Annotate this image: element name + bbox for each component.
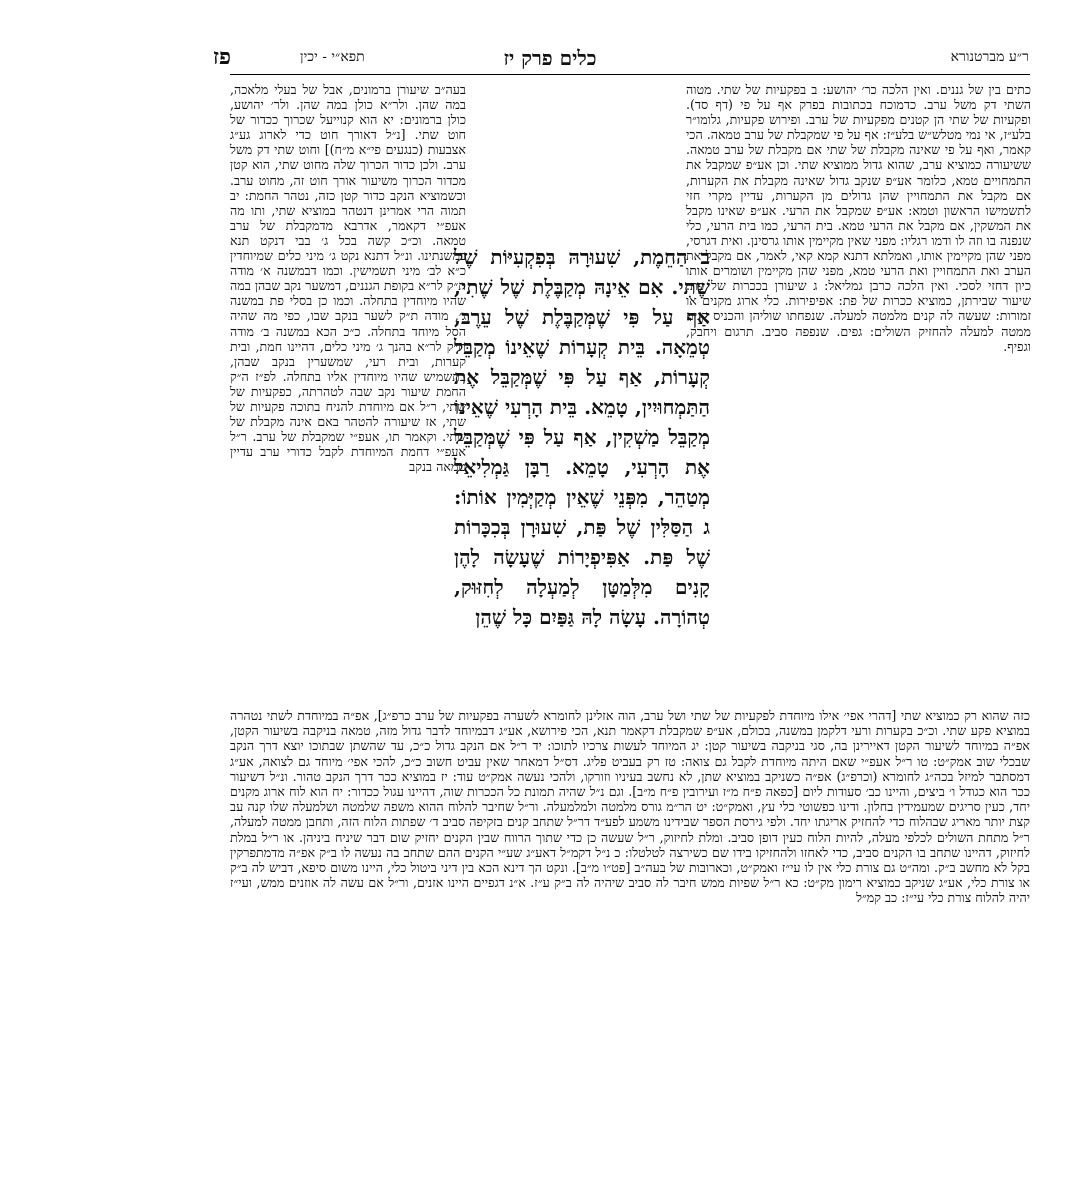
page-header <box>0 44 1089 72</box>
mishnah-text-block <box>442 238 722 636</box>
page-number: פז <box>212 44 231 70</box>
header-right-title: ר״ע מברטנורא <box>950 49 1029 65</box>
mishnah-text: ב הַחֵמֶת, שִׁעוּרָהּ בְּפִקְעִיּוֹת שֶׁל שֶׁתִי. אִם אֵינָהּ מְקַבֶּלֶת שֶׁל שֶׁתִי, אַף עַל פִּי שֶׁמְּקַבֶּלֶת שֶׁל עֵרֶב, טְמֵאָה. בֵּית קְעָרוֹת שֶׁאֵינוֹ מְקַבֵּל קְעָרוֹת, אַף עַל פִּי שֶׁמְּקַבֵּל אֶת הַתַּמְחוּיִין, טָמֵא. בֵּית הָרְעִי שֶׁאֵינוֹ מְקַבֵּל מַשְׁקִין, אַף עַל פִּי שֶׁמְּקַבֵּל אֶת הָרְעִי, טָמֵא. רַבָּן גַּמְלִיאֵל מְטַהֵר, מִפְּנֵי שֶׁאֵין מְקַיְּמִין אוֹתוֹ: ג הַסַּלִּין שֶׁל פַּת, שִׁעוּרָן בְּכִכָּרוֹת שֶׁל פַּת. אַפִּיפְיָרוֹת שֶׁעָשָׂה לָהֶן קָנִים מִלְּמַטָּן לְמַעְלָה לְחִזּוּק, טְהוֹרָה. עָשָׂה לָהּ גַּפַּיִם כָּל שֶׁהֵן <box>454 245 710 629</box>
bartenura-text: כתים בין של גננים. ואין הלכה כר׳ יהושע: ב בפקעיות של שתי. מטוה השתי דק משל ערב. כדמוכח בכתובות בפרק אף על פי (דף סד). ופקעיות של שתי הן קטנים מפקעיות של ערב. ופירוש פקעיות, גלומו״ר בלע״ז, אי נמי מטלש״ש בלע״ז: אף על פי שמקבלת של ערב טמאה. הכי קאמר, ואף על פי שאינה מקבלת של שתי אם מקבלת של ערב טמאה. ששיעורה כמוציא ערב, שהוא גדול ממוציא שתי. וכן אע״פ שמקבל את התמחויים טמא, כלומר אע״פ שנקב גדול שאינה מקבלת את הקערות, אם מקבל את התמחויין שהן גדולים מן הקערות, עדיין מקרי חזי לתשמישו הראשון וטמא: אע״פ שמקבל את הרעי. אע״פ שאינו מקבל את המשקין, אם מקבל את הרעי טמא. בית הרעי, כמו בית הרעי, כלי שנפנה בו וזה לו ודמו רגליו: מפני שאין מקיימין אותו גרסינן. ואית דגרסי, מפני שהן מקיימין אותו, ואמלתא דתנא קמא קאי, לאמר, אם מקבל את הערב ואת התמחויין ואת הרעי טמא, מפני שהן מקיימין ושומרים אותו כיון דחזי לסכי. ואין הלכה כרבן גמליאל: ג שיעורן בככרות של פת. שיעור שבירתן, כמוציא ככרות של פת: אפיפירות. כלי ארוג מקנים או זמורות: שעשה לה קנים מלמטה למעלה. שנפחתו שוליהן והכניס קנים ממטה למעלה להחזיק השולים: גפים. שנפפה סביב. תרגום ויחבק, וגפיף. <box>686 82 1031 354</box>
bottom-commentary-text: כזה שהוא רק כמוציא שתי [דהרי אפי׳ אילו מיוחדת לפקעיות של שתי ושל ערב, הוה אזלינן לחומרא לשערה בפקעיות של ערב כרפ״ג], אפ״ה במיוחדת לשתי נטהרה במוציא פקע שתי. וכ״כ בקערות ורעי דלקמן במשנה, בכולם, אע״פ שמקבלת דקאמר תנא, הכי פירושא, אע״ג דבמיוחד לדבר גדול מזה, טמאה בניקבה בשיעור הקטן, אפ״ה במיוחד לשיעור הקטן דאיירינן בה, סגי בניקבה בשיעור קטן: יג המיוחד לעשות צרכיו לתוכו: יד ר״ל אם הנקב גדול כ״כ, עד שהשתן שבתוכו יוצא דרך הנקב שבכלי שוב אמק״ט: טו ר״ל אעפ״י שאם היתה מיוחדת לקבל גם צואה: טז רק בעביט פליג. דס״ל דמאחר שאין עביט חשוב כ״כ, להכי אפי׳ מיוחד גם לצואה, אע״ג דמסתבר למיזל בכה״ג לחומרא (וכרפ״ג) אפ״ה כשניקב במוציא שתן, לא נחשב בעיניו וזורקו, ולהכי נעשה אמק״ט עוד: יז במוציא ככר דרך הנקב טהור. ונ״ל דשיעור ככר הוא כגודל ו׳ ביצים, והיינו כב׳ סעודות ליום [כפאה פ״ח מ״ז ועירובין פ״ח מ״ב]. וגם נ״ל שהיה תמונת כל הככרות שוה, דהיינו עגול ככדור: יח הוא לוח ארוג מקנים יחד, כעין סריגים שמעמידין בחלון. ודינו כפשוטי כלי עץ, ואמק״ט: יט הר״מ גורס מלמטה ולמלמעלה. ור״ל שחיבר להלוח ההוא משפה שלמטה ושלמעלה שלו קנה עב קצת יותר מאריג שבהלוח כדי להחזיק אריגתו יחד. ולפי גירסת הספר שבידינו משמע לפע״ד דר״ל שתחב קנים בזקיפה סביב ד׳ שפתות הלוח הזה, ותחבן ממטה למעלה, ר״ל מתחת השולים לכלפי מעלה, להיות הלוח כעין דופן סביב. ומלת לחיזוק, ר״ל שעשה כן כדי שתוך הרווח שבין הקנים יחזיק שום דבר שיניח ביניהן. או ר״ל במלת לחיזוק, דהיינו שתחב בו הקנים סביב, כדי לאחזו ולהחזיקו בידו שם כשירצה לטלטלו: כ נ״ל דקמ״ל דאע״ג שע״י הקנים ההם שתחב בה נעשה לו ב״ק אפ״ה מדמתפרקין בקל לא מחשב ב״ק. ומה״ט גם צורת כלי אין לו עי״ז ואמק״ט, וכארובות של בעה״ב [פט״ו מ״ב]. ונקט הך דינא הכא בין דיני ביטול כלי, היינו משום סיפא, דביש לה ב״ק או צורת כלי, אע״ג שניקב כמוציא רימון מק״ט: כא ר״ל שפיות ממש חיבר לה סביב שיהיה לה ב״ק ע״ז. א״נ דגפיים היינו אזנים, ור״ל אם עשה לה אוזנים ממש, ועי״ז יהיה להלוח צורת כלי עי״ז: כב קמ״ל <box>230 708 1030 906</box>
bottom-commentary <box>230 708 1030 1188</box>
tiferet-text: בעה״ב שיעורן ברמונים, אבל של בעלי מלאכה, במה שהן. ולר״א כולן במה שהן. ולר׳ יהושע, כולן ברמונים: יא הוא קנוייעל שכרוך ככדור של חוט שתי. [נ״ל דאורך חוט כדי לארוג גע״ג אצבעות (כנגעים פי״א מ״ח)] וחוט שתי דק משל ערב. ולכן כדור הכרוך שלה מחוט שתי, הוא קטן מכדור הכרוך משיעור אורך חוט זה, מחוט ערב. וכשמוציא הנקב כדור קטן כזה, נטהר החמת: יב תמוה הרי אמרינן דנטהר במוציא שתי, ותו מה אעפ״י דקאמר, אדרבא מדמקבלת של ערב טמאה. וכ״כ קשה בכל ג׳ בבי דנקט תנא במשנתינו. ונ״ל דתנא נקט ג׳ מיני כלים שמיוחדין כ״א לב׳ מיני תשמישין. וכמו דבמשנה א׳ מודה ת״ק לר״א בקופת הגננים, דמשער נקב שבהן במה שהיו מיוחדין בתחלה. וכמו כן בסלי פת במשנה ג׳, מודה ת״ק לשער בנקב שבו, כפי מה שהיה הסל מיוחד בתחלה. כ״כ הכא במשנה ב׳ מודה ת״ק לר״א בהנך ג׳ מיני כלים, דהיינו חמת, ובית קערות, ובית רעי, שמשערין בנקב שבהן, בתשמיש שהיו מיוחדין אליו בתחלה. לפ״ז ה״ק החמת שיעור נקב שבה לטהרתה, כפקעיות של שתי, ר״ל אם מיוחדת להניח בתוכה פקעיות של שתי, אז שיעורה להטהר באם אינה מקבלת של שתי. וקאמר תו, אעפ״י שמקבלת של ערב. ר״ל אעפ״י דחמת המיוחדת לקבל כדורי ערב עדיין טמאה בנקב <box>230 82 466 475</box>
header-left-title: תפא״י - יכין <box>300 49 365 65</box>
tiferet-commentary <box>230 82 466 702</box>
bartenura-commentary <box>686 82 1031 702</box>
header-rule <box>230 74 1030 75</box>
header-center-title: כלים פרק יז <box>503 46 597 70</box>
